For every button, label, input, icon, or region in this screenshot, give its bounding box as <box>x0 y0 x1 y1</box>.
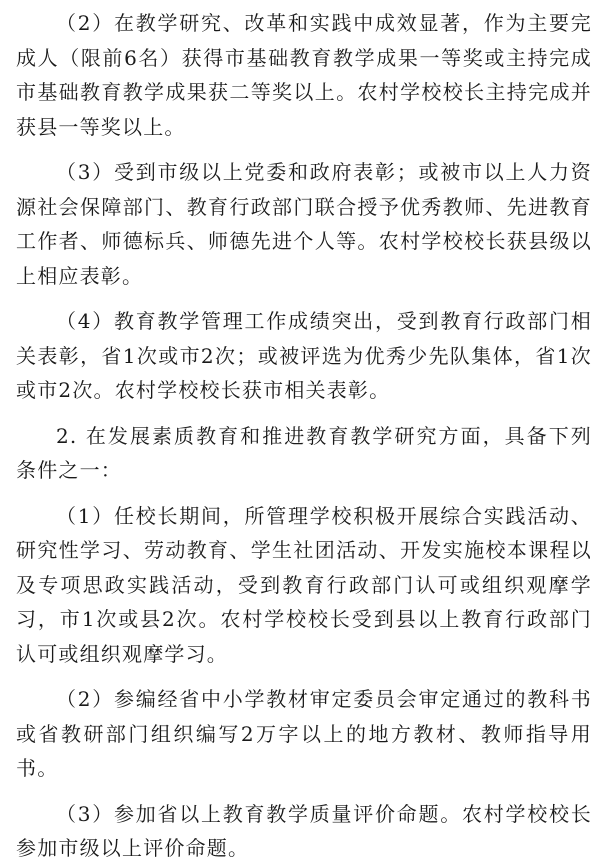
paragraph-item-2: （2）在教学研究、改革和实践中成效显著，作为主要完成人（限前6名）获得市基础教育教学成果一等奖或主持完成市基础教育教学成果获二等奖以上。农村学校校长主持完成并获县一等奖以上。 <box>16 11 592 139</box>
paragraph-subitem-2: （2）参编经省中小学教材审定委员会审定通过的教科书或省教研部门组织编写2万字以上的地方教材、教师指导用书。 <box>16 687 592 780</box>
paragraph-section-2: 2. 在发展素质教育和推进教育教学研究方面，具备下列条件之一： <box>16 423 592 482</box>
paragraph-subitem-3: （3）参加省以上教育教学质量评价命题。农村学校校长参加市级以上评价命题。 <box>16 801 592 860</box>
paragraph-item-3: （3）受到市级以上党委和政府表彰；或被市以上人力资源社会保障部门、教育行政部门联合授予优秀教师、先进教育工作者、师德标兵、师德先进个人等。农村学校校长获县级以上相应表彰。 <box>16 160 592 288</box>
paragraph-subitem-1: （1）任校长期间，所管理学校积极开展综合实践活动、研究性学习、劳动教育、学生社团活动、开发实施校本课程以及专项思政实践活动，受到教育行政部门认可或组织观摩学习，市1次或县2次。农村学校校长受到县以上教育行政部门认可或组织观摩学习。 <box>16 503 592 666</box>
paragraph-item-4: （4）教育教学管理工作成绩突出，受到教育行政部门相关表彰，省1次或市2次；或被评选为优秀少先队集体，省1次或市2次。农村学校校长获市相关表彰。 <box>16 309 592 402</box>
